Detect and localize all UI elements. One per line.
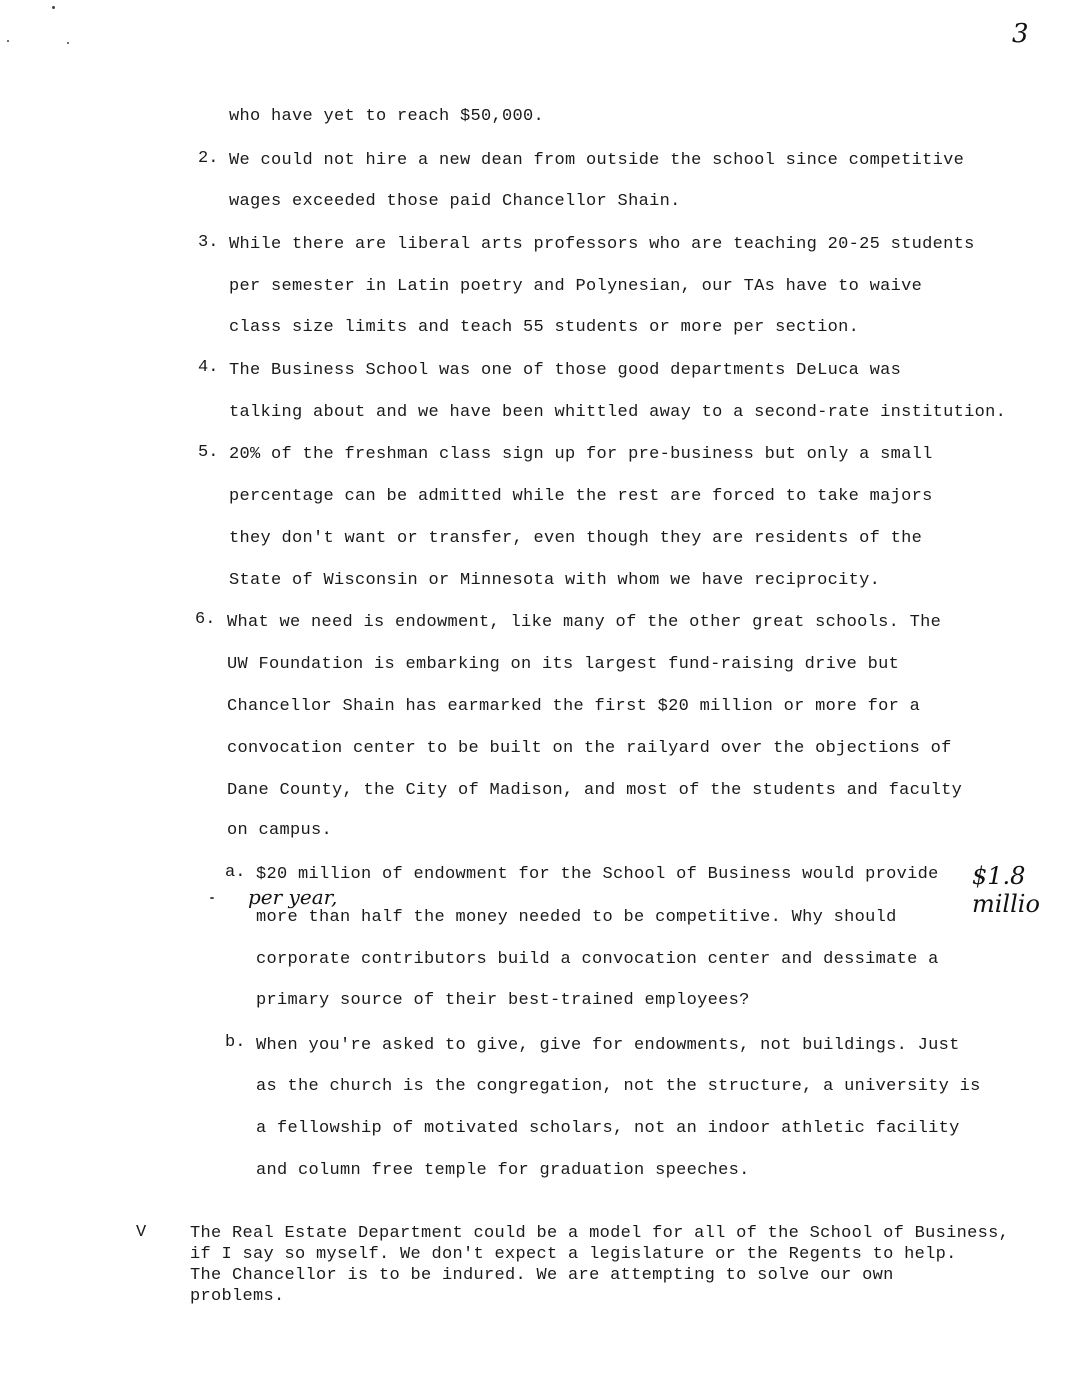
text-line: The Real Estate Department could be a model for all of the School of Business, [190, 1224, 1010, 1243]
scan-speck [7, 40, 9, 42]
section-paragraph [190, 1223, 1009, 1307]
list-number: 6. [195, 610, 216, 629]
text-line: talking about and we have been whittled away to a second-rate institution. [229, 403, 1007, 422]
text-line: Chancellor Shain has earmarked the first $20 million or more for a [227, 697, 921, 716]
list-number: 5. [198, 443, 219, 462]
sublist-letter: b. [225, 1033, 246, 1052]
text-line: they don't want or transfer, even though they are residents of the [229, 529, 923, 548]
list-number: 2. [198, 149, 219, 168]
text-line: a fellowship of motivated scholars, not an indoor athletic facility [256, 1119, 960, 1138]
text-line: While there are liberal arts professors who are teaching 20-25 students [229, 235, 975, 254]
text-line: if I say so myself. We don't expect a legislature or the Regents to help. [190, 1245, 957, 1264]
list-number: 3. [198, 233, 219, 252]
text-line: We could not hire a new dean from outside the school since competitive [229, 151, 965, 170]
handwritten-mark [210, 897, 214, 899]
text-line: 20% of the freshman class sign up for pre-business but only a small [229, 445, 933, 464]
text-line: Dane County, the City of Madison, and most of the students and faculty [227, 781, 963, 800]
text-line: more than half the money needed to be competitive. Why should [256, 908, 897, 927]
text-line: class size limits and teach 55 students or more per section. [229, 318, 860, 337]
text-line: percentage can be admitted while the rest are forced to take majors [229, 487, 933, 506]
text-line: UW Foundation is embarking on its largest fund-raising drive but [227, 655, 900, 674]
text-line: per semester in Latin poetry and Polynesian, our TAs have to waive [229, 277, 923, 296]
text-line: on campus. [227, 821, 333, 840]
text-line: State of Wisconsin or Minnesota with whom we have reciprocity. [229, 571, 881, 590]
text-line: problems. [190, 1287, 285, 1306]
text-line: corporate contributors build a convocation center and dessimate a [256, 950, 939, 969]
text-line: and column free temple for graduation speeches. [256, 1161, 750, 1180]
text-line: The Chancellor is to be indured. We are attempting to solve our own [190, 1266, 894, 1285]
scan-speck [52, 6, 55, 9]
handwritten-annotation: $1.8 millio [972, 862, 1040, 918]
scan-speck [67, 42, 69, 44]
text-line: When you're asked to give, give for endowments, not buildings. Just [256, 1036, 960, 1055]
text-line: The Business School was one of those good departments DeLuca was [229, 361, 902, 380]
text-line: who have yet to reach $50,000. [229, 107, 545, 126]
sublist-letter: a. [225, 863, 246, 882]
section-numeral: V [136, 1223, 147, 1242]
text-line: primary source of their best-trained employees? [256, 991, 750, 1010]
page-number: 3 [1012, 19, 1029, 49]
text-line: wages exceeded those paid Chancellor Shain. [229, 192, 681, 211]
text-line: What we need is endowment, like many of the other great schools. The [227, 613, 942, 632]
text-line: $20 million of endowment for the School of Business would provide [256, 865, 939, 884]
handwritten-annotation: per year, [248, 885, 338, 909]
list-number: 4. [198, 358, 219, 377]
text-line: as the church is the congregation, not the structure, a university is [256, 1077, 981, 1096]
text-line: convocation center to be built on the railyard over the objections of [227, 739, 952, 758]
